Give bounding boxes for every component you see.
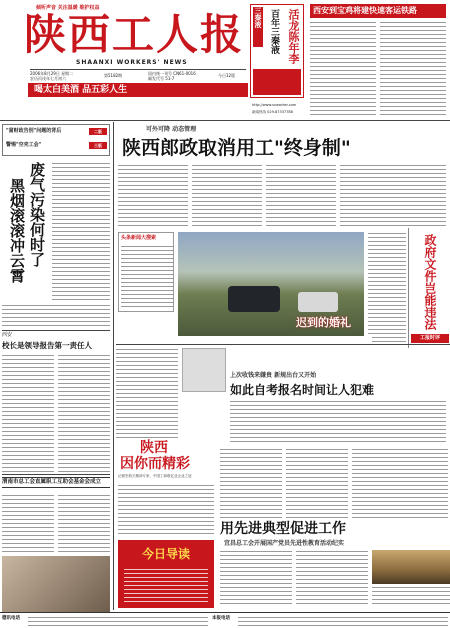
masthead-issue: 第5182期 (104, 73, 123, 78)
masthead-divider (30, 69, 246, 70)
masthead-lunar: 农历丙戌年七月初六 (30, 76, 66, 81)
index-tag-1: 二版 (89, 128, 107, 135)
bottom-body-1 (220, 550, 292, 606)
masthead-postal: 邮发代号 51-7 (148, 76, 175, 81)
lower-mid-body-2 (286, 448, 348, 518)
left-rule-1 (2, 330, 110, 331)
top-right-body (310, 21, 376, 117)
side-ad (118, 232, 174, 312)
main-rule (116, 344, 450, 345)
website: http://www.sxworker.com (252, 103, 297, 107)
main-photo (178, 232, 364, 336)
bottom-ad (118, 540, 214, 608)
right-sidebar-headline: 政府文件岂能违法 (423, 234, 437, 330)
top-right-body-2 (380, 21, 446, 117)
masthead-rule (0, 120, 450, 121)
footer-left-label: 德讯电话 (2, 616, 20, 621)
middle-body (230, 400, 446, 444)
photo-car-2 (298, 292, 338, 312)
news-hotline: 新闻热线 029-87337788 (252, 110, 293, 114)
index-box (2, 124, 110, 156)
masthead-date: 2006年8月29日 星期二 (30, 71, 74, 76)
left-story-1-body-2 (2, 304, 110, 328)
middle-headline: 如此自考报名时间让人犯难 (230, 383, 375, 397)
main-kicker: 可外可降 动态管理 (146, 126, 197, 133)
index-tag-2: 三版 (89, 142, 107, 149)
masthead-pages: 今日12版 (218, 73, 236, 78)
bottom-ad-label: 今日导读 (141, 547, 190, 561)
footer-left-text (28, 616, 208, 626)
left-headline-4: 渭南市总工会直属职工互助会基金会成立 (2, 477, 110, 488)
bottom-sub: 宜昌总工会开展国产党员先进性教育活动纪实 (224, 540, 345, 547)
top-right-story (310, 4, 446, 120)
left-story-3-body-2 (58, 354, 110, 472)
bottom-ad-body (124, 568, 208, 602)
bottom-story (220, 520, 450, 610)
promo-vertical-sub: 百年三秦液 (269, 9, 279, 54)
left-vertical-headline-2: 黑烟滚滚冲云霄 (8, 178, 26, 283)
lower-left-headline: 陕西 (140, 440, 168, 456)
masthead-title-en: SHAANXI WORKERS' NEWS (76, 59, 188, 66)
left-story-3-body (2, 354, 54, 472)
top-right-headline: 西安到宝鸡将建快速客运铁路 (310, 4, 446, 18)
bottom-body-3 (372, 586, 450, 606)
middle-photo (182, 348, 226, 392)
promo-slogan: 活龙陈年李 (287, 9, 300, 64)
middle-story-col-1 (116, 348, 178, 438)
middle-sub: 上次收钱来嫌贵 新规出台又开始 (230, 372, 317, 379)
lower-left-headline-2: 因你而精彩 (120, 456, 190, 472)
left-vertical-headline-1: 废气污染何时了 (28, 162, 46, 267)
main-body-col-1 (118, 164, 188, 228)
left-column-divider (113, 122, 114, 610)
masthead-title: 陕西工人报 (24, 10, 245, 59)
lower-left-sub: 记载史航天精神专家，中国工商联亿业企业之冠 (118, 474, 192, 478)
lower-right-body (352, 448, 448, 518)
left-story-4-body (2, 494, 54, 552)
main-body-col-2 (192, 164, 262, 228)
left-story-1-body (52, 162, 110, 302)
main-body-col-3 (266, 164, 336, 228)
bottom-body-2 (296, 550, 368, 606)
right-sidebar (408, 228, 450, 348)
masthead-promo (250, 4, 304, 98)
side-ad-body (121, 245, 173, 309)
footer (0, 612, 450, 628)
bottom-headline: 用先进典型促进工作 (220, 521, 346, 537)
right-sidebar-tag: 工报时评 (411, 334, 449, 343)
left-section-label: 西安 (2, 332, 13, 338)
footer-right-text (238, 616, 448, 626)
lower-left-body (118, 484, 214, 536)
bottom-photo (372, 550, 450, 584)
promo-vertical-label: 三秦液 (253, 7, 263, 47)
index-item-1: "富财政告别"问题的背后 (6, 128, 62, 134)
left-column (0, 122, 112, 612)
side-ad-label: 头条新闻大搜索 (121, 235, 157, 241)
lower-left-story (116, 440, 216, 610)
left-headline-3: 校长是领导报告第一责任人 (2, 341, 92, 350)
photo-car (228, 286, 280, 312)
lower-mid-body-1 (220, 448, 282, 518)
left-story-4-body-2 (58, 494, 110, 552)
left-photo (2, 556, 110, 614)
photo-caption: 迟到的婚礼 (296, 316, 351, 329)
middle-story (182, 348, 450, 448)
right-sidebar-body (372, 232, 406, 342)
main-body-col-4 (340, 164, 446, 228)
main-headline: 陕西郎政取消用工"终身制" (122, 137, 351, 159)
index-item-2: 警惕"空壳工会" (6, 142, 42, 148)
left-rule-2 (2, 474, 110, 475)
top-ad-banner: 喝太白美酒 品五彩人生 (28, 83, 248, 97)
masthead-codes: 国内统一刊号 CN61-0016 (148, 71, 196, 76)
footer-right-label: 本报电话 (212, 616, 230, 621)
promo-red-block (253, 69, 301, 95)
masthead-slogan: 倾听声音 关注温暖 维护权益 (36, 5, 100, 11)
